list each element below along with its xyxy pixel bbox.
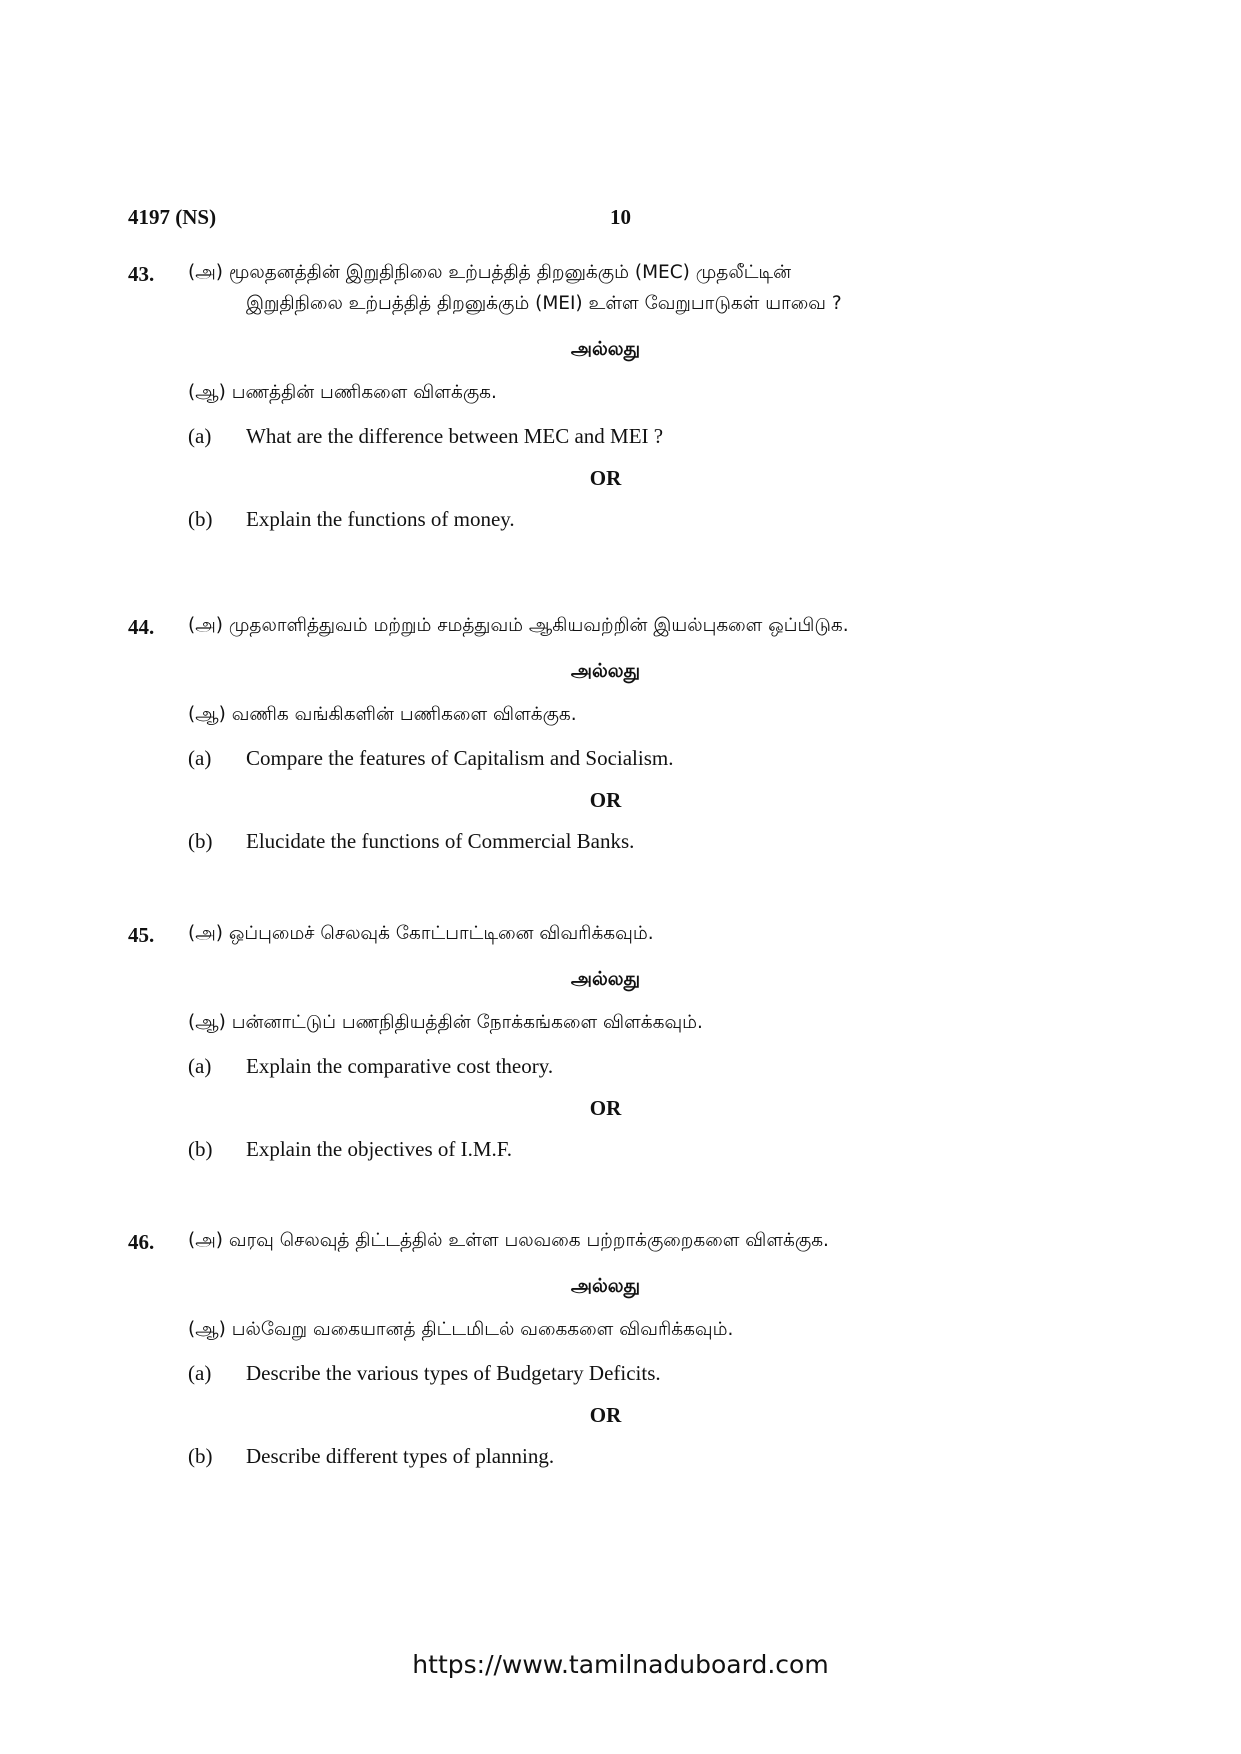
- english-option-b: Explain the objectives of I.M.F.: [246, 1137, 513, 1161]
- english-option-a-mark: (a): [188, 746, 212, 770]
- or-tamil: அல்லது: [570, 1275, 641, 1297]
- english-option-a: What are the difference between MEC and MEI ?: [246, 424, 664, 448]
- footer-url[interactable]: https://www.tamilnaduboard.com: [412, 1650, 829, 1679]
- tamil-option-b: (ஆ) பணத்தின் பணிகளை விளக்குக.: [188, 382, 497, 403]
- tamil-option-b: (ஆ) பல்வேறு வகையானத் திட்டமிடல் வகைகளை விவரிக்கவும்.: [188, 1319, 734, 1340]
- english-option-b: Describe different types of planning.: [246, 1444, 555, 1468]
- tamil-option-b: (ஆ) வணிக வங்கிகளின் பணிகளை விளக்குக.: [188, 704, 577, 725]
- english-option-b: Explain the functions of money.: [246, 507, 515, 531]
- question-number: 43.: [128, 262, 155, 286]
- paper-code: 4197 (NS): [128, 205, 217, 229]
- question-number: 44.: [128, 615, 155, 639]
- question-number: 46.: [128, 1230, 155, 1254]
- or-english: OR: [589, 788, 622, 812]
- tamil-option-a: (அ) வரவு செலவுத் திட்டத்தில் உள்ள பலவகை பற்றாக்குறைகளை விளக்குக.: [188, 1230, 829, 1251]
- or-tamil: அல்லது: [570, 660, 641, 682]
- english-option-b: Elucidate the functions of Commercial Banks.: [246, 829, 635, 853]
- english-option-a-mark: (a): [188, 1054, 212, 1078]
- question-44: [128, 615, 1088, 855]
- question-number: 45.: [128, 923, 155, 947]
- english-option-a: Explain the comparative cost theory.: [246, 1054, 554, 1078]
- or-english: OR: [589, 1096, 622, 1120]
- tamil-option-a-line-2: இறுதிநிலை உற்பத்தித் திறனுக்கும் (MEI) உள்ள வேறுபாடுகள் யாவை ?: [246, 293, 842, 314]
- english-option-a-mark: (a): [188, 1361, 212, 1385]
- question-43: [128, 262, 1088, 531]
- english-option-a: Compare the features of Capitalism and Socialism.: [246, 746, 674, 770]
- english-option-b-mark: (b): [188, 1137, 213, 1161]
- tamil-option-b: (ஆ) பன்னாட்டுப் பணநிதியத்தின் நோக்கங்களை விளக்கவும்.: [188, 1012, 703, 1033]
- english-option-b-mark: (b): [188, 829, 213, 853]
- or-english: OR: [589, 466, 622, 490]
- or-tamil: அல்லது: [570, 968, 641, 990]
- question-45: [128, 923, 1088, 1163]
- english-option-b-mark: (b): [188, 1444, 213, 1468]
- or-english: OR: [589, 1403, 622, 1427]
- english-option-a-mark: (a): [188, 424, 212, 448]
- or-tamil: அல்லது: [570, 338, 641, 360]
- tamil-option-a: (அ) ஒப்புமைச் செலவுக் கோட்பாட்டினை விவரிக்கவும்.: [188, 923, 654, 944]
- tamil-option-a: (அ) முதலாளித்துவம் மற்றும் சமத்துவம் ஆகியவற்றின் இயல்புகளை ஒப்பிடுக.: [188, 615, 849, 636]
- english-option-b-mark: (b): [188, 507, 213, 531]
- question-46: [128, 1230, 1088, 1470]
- tamil-option-a-line-1: (அ) மூலதனத்தின் இறுதிநிலை உற்பத்தித் திறனுக்கும் (MEC) முதலீட்டின்: [188, 262, 792, 283]
- english-option-a: Describe the various types of Budgetary Deficits.: [246, 1361, 661, 1385]
- page-header: [128, 205, 1128, 235]
- page-number: 10: [610, 205, 631, 229]
